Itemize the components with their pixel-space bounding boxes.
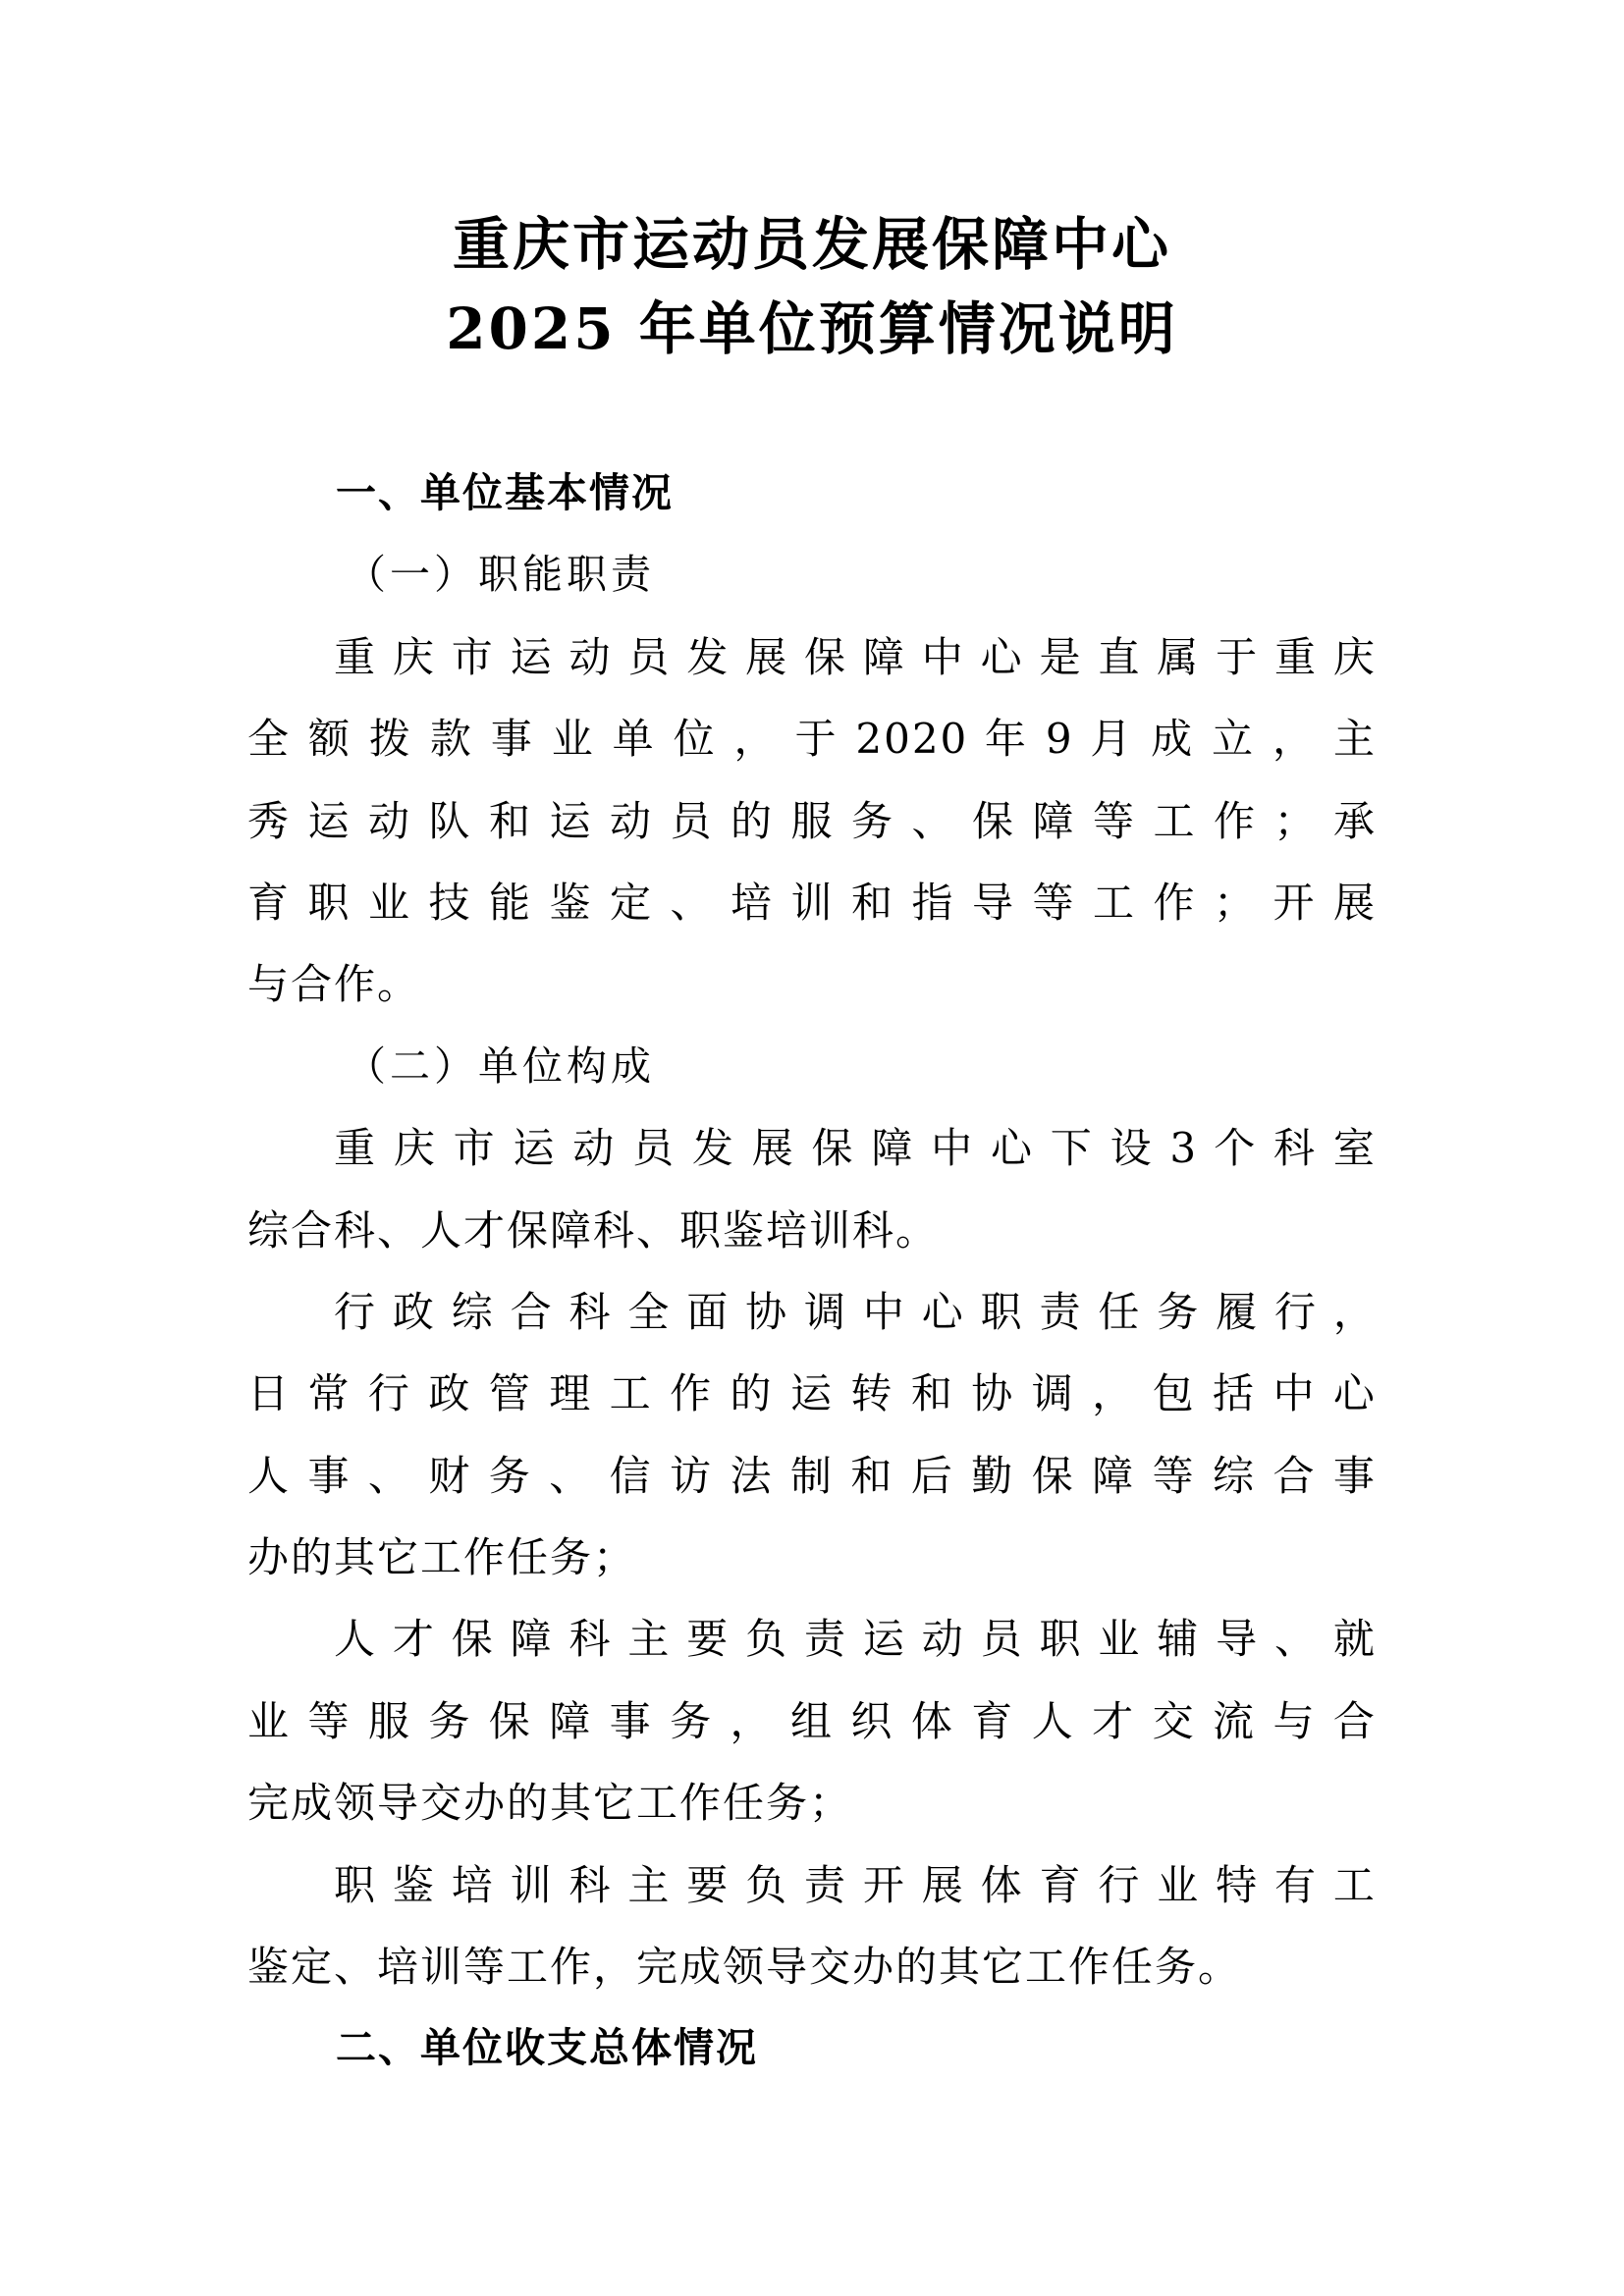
section-heading-1: 一、单位基本情况	[336, 469, 674, 516]
paragraph-line: 育 职 业 技 能 鉴 定 、 培 训 和 指 导 等 工 作 ； 开 展	[247, 878, 1377, 927]
section-heading-2: 二、单位收支总体情况	[336, 2024, 758, 2072]
paragraph-line: 人 事 、 财 务 、 信 访 法 制 和 后 勤 保 障 等 综 合 事	[247, 1451, 1377, 1500]
paragraph-line: 日 常 行 政 管 理 工 作 的 运 转 和 协 调 ， 包 括 中 心	[247, 1369, 1377, 1418]
paragraph-line: 鉴定、培训等工作，完成领导交办的其它工作任务。	[247, 1943, 1242, 1992]
paragraph-line: 完成领导交办的其它工作任务；	[247, 1779, 853, 1828]
paragraph-line: 秀 运 动 队 和 运 动 员 的 服 务 、 保 障 等 工 作 ； 承	[247, 796, 1377, 845]
paragraph-line: 重 庆 市 运 动 员 发 展 保 障 中 心 是 直 属 于 重 庆	[334, 632, 1377, 681]
paragraph-line: 业 等 服 务 保 障 事 务 ， 组 织 体 育 人 才 交 流 与 合	[247, 1696, 1377, 1745]
paragraph-training-office	[247, 1844, 1377, 2008]
title-line-1: 重庆市运动员发展保障中心	[452, 211, 1171, 278]
document-body	[247, 453, 1377, 2090]
paragraph-line: 人 才 保 障 科 主 要 负 责 运 动 员 职 业 辅 导 、 就	[334, 1615, 1377, 1664]
paragraph-talent-office	[247, 1598, 1377, 1843]
paragraph-admin-office	[247, 1271, 1377, 1599]
paragraph-line: 与合作。	[247, 960, 421, 1009]
paragraph-functions	[247, 616, 1377, 1026]
document-title	[0, 202, 1624, 371]
paragraph-composition	[247, 1107, 1377, 1271]
title-line-2: 2025 年单位预算情况说明	[446, 295, 1178, 362]
paragraph-line: 综合科、人才保障科、职鉴培训科。	[247, 1205, 940, 1255]
paragraph-line: 全 额 拨 款 事 业 单 位 ， 于 2020 年 9 月 成 立 ， 主	[247, 715, 1377, 764]
paragraph-line: 行 政 综 合 科 全 面 协 调 中 心 职 责 任 务 履 行 ，	[334, 1287, 1377, 1336]
subsection-heading-functions: （一）职能职责	[346, 551, 655, 599]
paragraph-line: 职 鉴 培 训 科 主 要 负 责 开 展 体 育 行 业 特 有 工	[334, 1860, 1377, 1909]
subsection-heading-composition: （二）单位构成	[346, 1041, 655, 1090]
paragraph-line: 重 庆 市 运 动 员 发 展 保 障 中 心 下 设 3 个 科 室	[334, 1124, 1377, 1173]
paragraph-line: 办的其它工作任务；	[247, 1533, 637, 1582]
